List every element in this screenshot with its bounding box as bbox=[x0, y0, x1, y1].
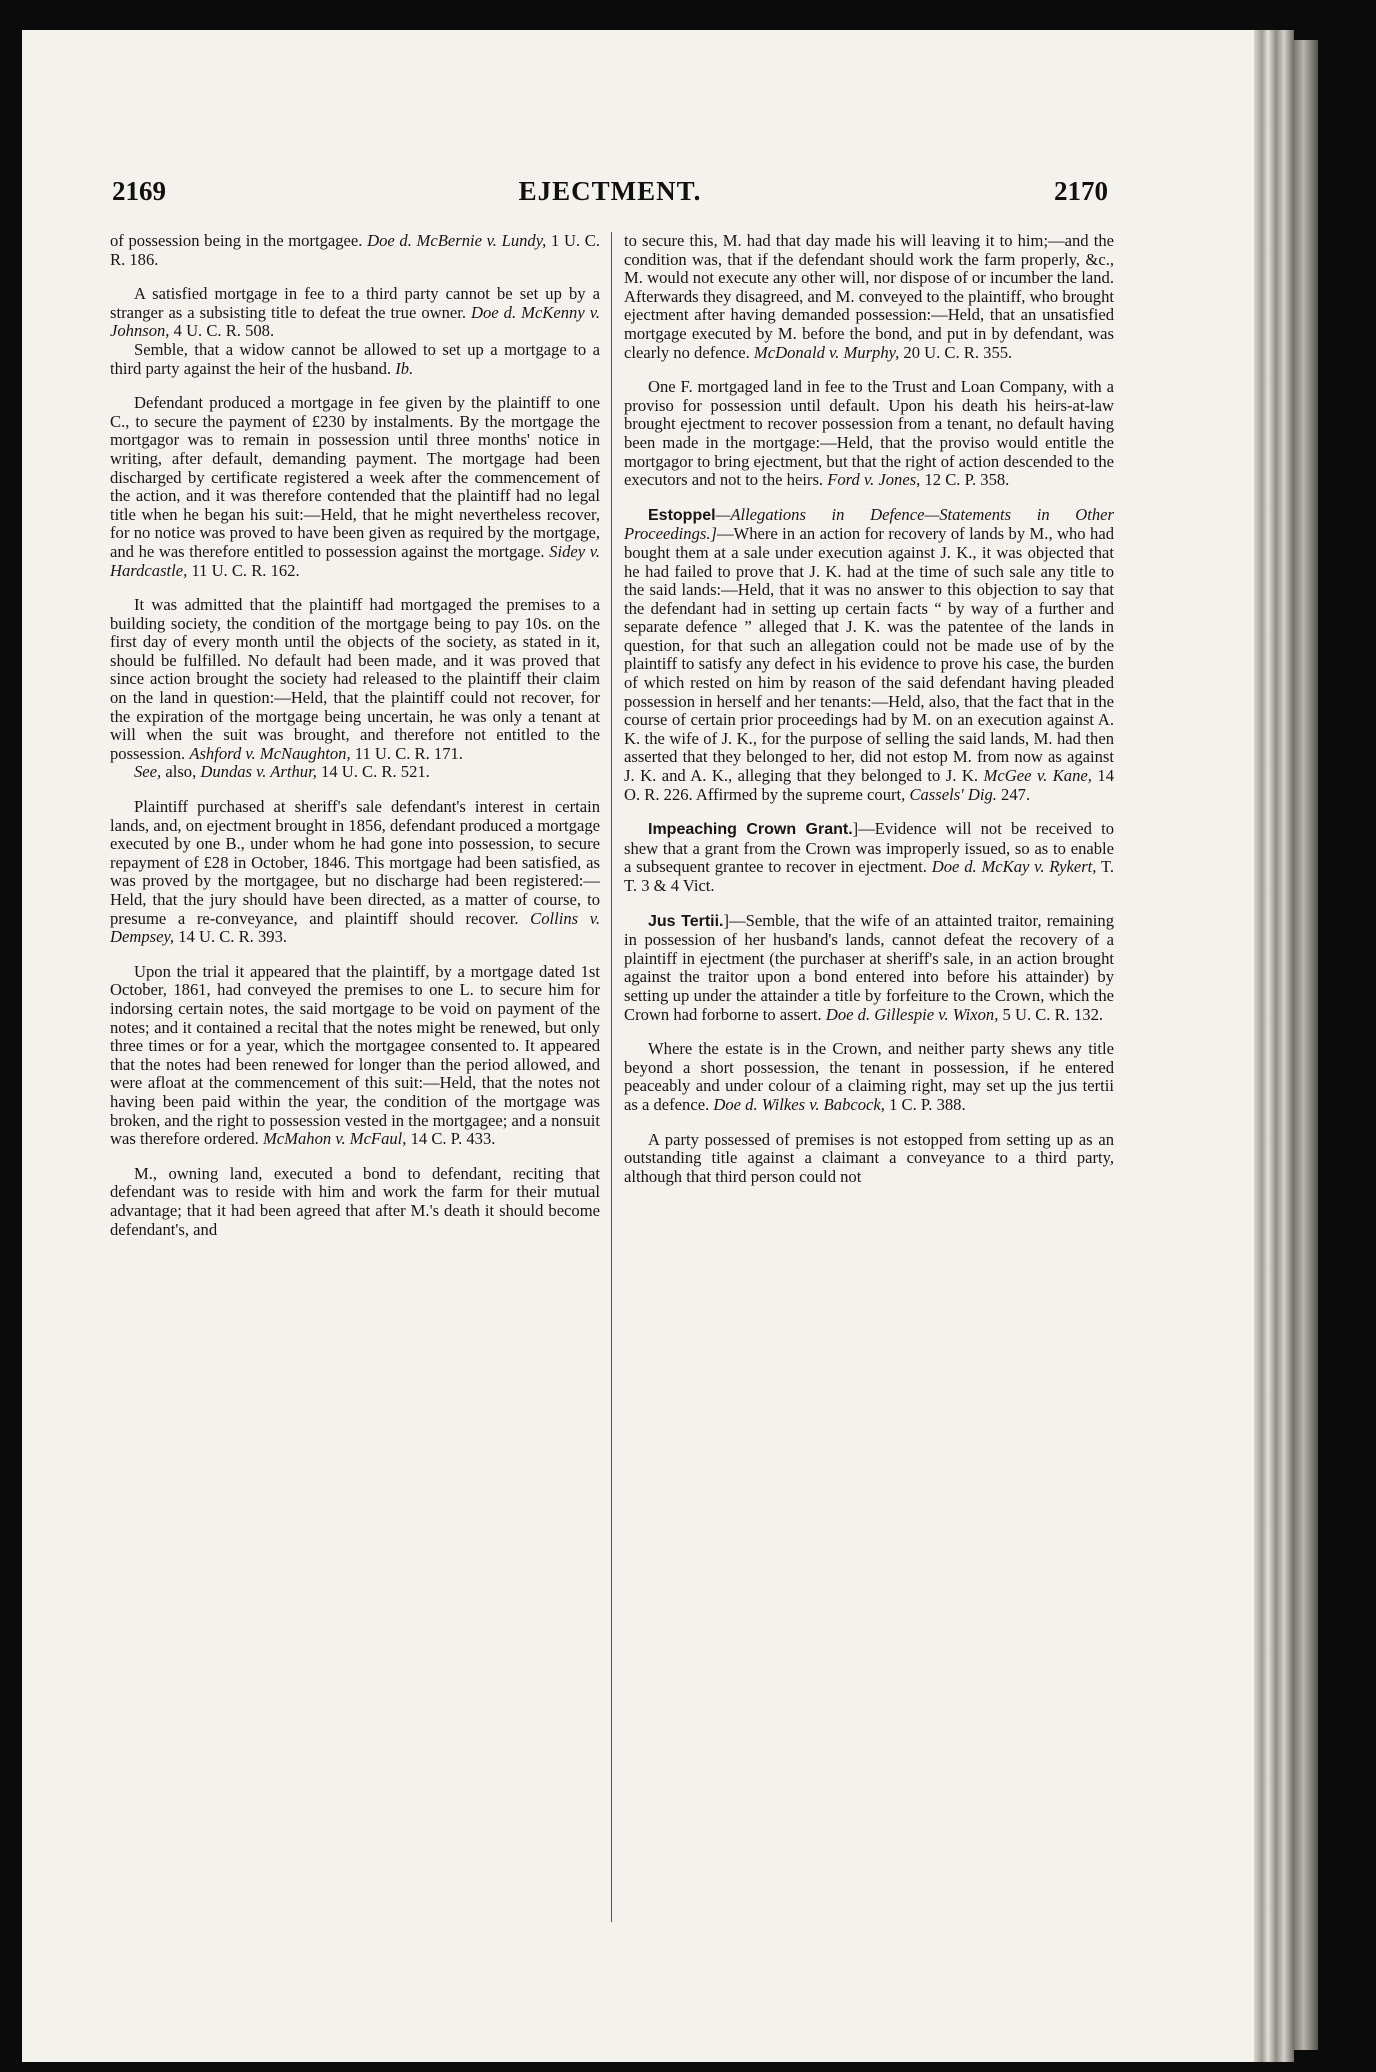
paragraph: One F. mortgaged land in fee to the Trust and Loan Company, with a proviso for possession until default. Upon his death his heirs-at-law brought ejectment to recover possession from a tenant, no default having been made in the mortgage:—Held, that the proviso would entitle the mortgagor to bring ejectment, but that the right of action descended to the executors and not to the heirs. Ford v. Jones, 12 C. P. 358. bbox=[624, 377, 1114, 490]
paragraph: Upon the trial it appeared that the plaintiff, by a mortgage dated 1st October, 1861, had conveyed the premises to one L. to secure him for indorsing certain notes, the said mortgage to be void on payment of the notes; and it contained a recital that the notes might be renewed, but only three times or for a year, which the mortgagee consented to. It appeared that the notes had been renewed for longer than the period allowed, and were afloat at the commencement of this suit:—Held, that the notes not having been paid within the year, the condition of the mortgage was broken, and the right to possession vested in the mortgagee; and a nonsuit was therefore ordered. McMahon v. McFaul, 14 C. P. 433. bbox=[110, 961, 600, 1149]
page-header bbox=[112, 176, 1108, 216]
paragraph: Plaintiff purchased at sheriff's sale defendant's interest in certain lands, and, on ejectment brought in 1856, defendant produced a mortgage executed by one B., under whom he had gone into possession, to secure repayment of £28 in October, 1846. This mortgage had been satisfied, as was proved by the mortgagee, but no discharge had been registered:—Held, that the jury should have been directed, as a matter of course, to presume a re-conveyance, and plaintiff should recover. Collins v. Dempsey, 14 U. C. R. 393. bbox=[110, 797, 600, 947]
case-citation: Sidey v. Hardcastle, bbox=[110, 541, 600, 580]
paragraph: of possession being in the mortgagee. Doe d. McBernie v. Lundy, 1 U. C. R. 186. bbox=[110, 231, 600, 269]
paragraph: Semble, that a widow cannot be allowed to set up a mortgage to a third party against the heir of the husband. Ib. bbox=[110, 339, 600, 378]
paragraph: A party possessed of premises is not estopped from setting up as an outstanding title against a claimant a conveyance to a third party, although that third person could not bbox=[624, 1129, 1114, 1186]
case-citation: Ashford v. McNaughton, bbox=[189, 743, 351, 763]
paragraph: A satisfied mortgage in fee to a third party cannot be set up by a stranger as a subsisting title to defeat the true owner. Doe d. McKenny v. Johnson, 4 U. C. R. 508. bbox=[110, 284, 600, 341]
paragraph: Impeaching Crown Grant.]—Evidence will not be received to shew that a grant from the Crown was improperly issued, so as to enable a subsequent grantee to recover in ejectment. Doe d. McKay v. Rykert, T. T. 3 & 4 Vict. bbox=[624, 819, 1114, 895]
case-citation: McGee v. Kane, bbox=[983, 766, 1092, 786]
case-citation: McMahon v. McFaul, bbox=[262, 1129, 407, 1149]
paragraph: Defendant produced a mortgage in fee given by the plaintiff to one C., to secure the payment of £230 by instalments. By the mortgage the mortgagor was to remain in possession until three months' notice in writing, after default, demanding payment. The mortgage had been discharged by certificate registered a week after the commencement of the action, and it was therefore contended that the plaintiff had no legal title when he began his suit:—Held, that he might nevertheless recover, for no notice was proved to have been given as required by the mortgage, and he was therefore entitled to possession against the mortgage. Sidey v. Hardcastle, 11 U. C. R. 162. bbox=[110, 393, 600, 580]
left-column bbox=[110, 232, 600, 1255]
case-citation: Ib. bbox=[395, 358, 414, 378]
case-citation: Doe d. Wilkes v. Babcock, bbox=[713, 1094, 885, 1114]
paragraph: Estoppel—Allegations in Defence—Statements in Other Proceedings.]—Where in an action for recovery of lands by M., who had bought them at a sale under execution against J. K., it was objected that he had failed to prove that J. K. had at the time of such sale any title to the said lands:—Held, that it was no answer to this objection to say that the defendant had in setting up certain facts “ by way of a further and separate defence ” alleged that J. K. was the patentee of the lands in question, for that such an allegation could not be made use of by the plaintiff to satisfy any defect in his evidence to prove his case, the burden of which rested on him by reason of the said defendant having pleaded possession in herself and her tenants:—Held, also, that the fact that in the course of certain prior proceedings had by M. on an execution against A. K. the wife of J. K., for the purpose of selling the said lands, M. had then asserted that they belonged to her, did not estop M. from now as against J. K. and A. K., alleging that they belonged to J. K. McGee v. Kane, 14 O. R. 226. Affirmed by the supreme court, Cassels' Dig. 247. bbox=[624, 504, 1114, 804]
section-heading: Estoppel bbox=[648, 506, 716, 524]
section-heading: Impeaching Crown Grant. bbox=[648, 821, 853, 839]
case-citation: Ford v. Jones, bbox=[827, 470, 921, 490]
column-divider bbox=[611, 232, 612, 1922]
section-heading: Jus Tertii. bbox=[648, 912, 724, 930]
right-column bbox=[624, 232, 1114, 1202]
page-number-right: 2170 bbox=[1054, 176, 1108, 206]
case-citation: Doe d. McKenny v. Johnson, bbox=[110, 302, 600, 341]
case-citation: Doe d. McBernie v. Lundy, bbox=[367, 231, 547, 250]
case-citation: McDonald v. Murphy, bbox=[753, 342, 900, 362]
paragraph: M., owning land, executed a bond to defendant, reciting that defendant was to reside with him and work the farm for their mutual advantage; that it had been agreed that after M.'s death it should become defendant's, and bbox=[110, 1163, 600, 1239]
see-also-note: See, also, Dundas v. Arthur, 14 U. C. R. 521. bbox=[134, 762, 430, 782]
paragraph: It was admitted that the plaintiff had mortgaged the premises to a building society, the condition of the mortgage being to pay 10s. on the first day of every month until the objects of the society, as stated in it, should be fulfilled. No default had been made, and it was proved that since action brought the society had released to the plaintiff their claim on the land in question:—Held, that the plaintiff could not recover, for the expiration of the mortgage being uncertain, he was only a tenant at will when the suit was brought, and therefore not entitled to the possession. Ashford v. McNaughton, 11 U. C. R. 171. bbox=[110, 595, 600, 763]
section-subheading: —Allegations in Defence—Statements in Other Proceedings.] bbox=[624, 504, 1114, 544]
case-citation: Dundas v. Arthur, bbox=[200, 762, 317, 782]
paragraph: to secure this, M. had that day made his will leaving it to him;—and the condition was, that if the defendant should work the farm properly, &c., M. would not execute any other will, nor dispose of or incumber the land. Afterwards they disagreed, and M. conveyed to the plaintiff, who brought ejectment after having demanded possession:—Held, that an unsatisfied mortgage executed by M. before the bond, and put in by defendant, was clearly no defence. McDonald v. Murphy, 20 U. C. R. 355. bbox=[624, 231, 1114, 362]
page-number-left: 2169 bbox=[112, 176, 166, 206]
paragraph: Where the estate is in the Crown, and neither party shews any title beyond a short possession, the tenant in possession, if he entered peaceably and under colour of a claiming right, may set up the jus tertii as a defence. Doe d. Wilkes v. Babcock, 1 C. P. 388. bbox=[624, 1039, 1114, 1114]
paragraph: Jus Tertii.]—Semble, that the wife of an attainted traitor, remaining in possession of her husband's lands, cannot defeat the recovery of a plaintiff in ejectment (the purchaser at sheriff's sale, in an action brought against the traitor upon a bond entered into before his attainder) by setting up under the attainder a title by forfeiture to the Crown, which the Crown had forborne to assert. Doe d. Gillespie v. Wixon, 5 U. C. R. 132. bbox=[624, 910, 1114, 1024]
case-citation: Doe d. McKay v. Rykert, bbox=[931, 857, 1097, 877]
book-spine-edge bbox=[1294, 40, 1318, 2050]
case-citation: Doe d. Gillespie v. Wixon, bbox=[825, 1004, 999, 1024]
case-citation: Collins v. Dempsey, bbox=[110, 908, 600, 947]
page-edges bbox=[1254, 30, 1294, 2062]
case-citation: Cassels' Dig. bbox=[909, 784, 997, 804]
running-title: EJECTMENT. bbox=[518, 176, 702, 206]
